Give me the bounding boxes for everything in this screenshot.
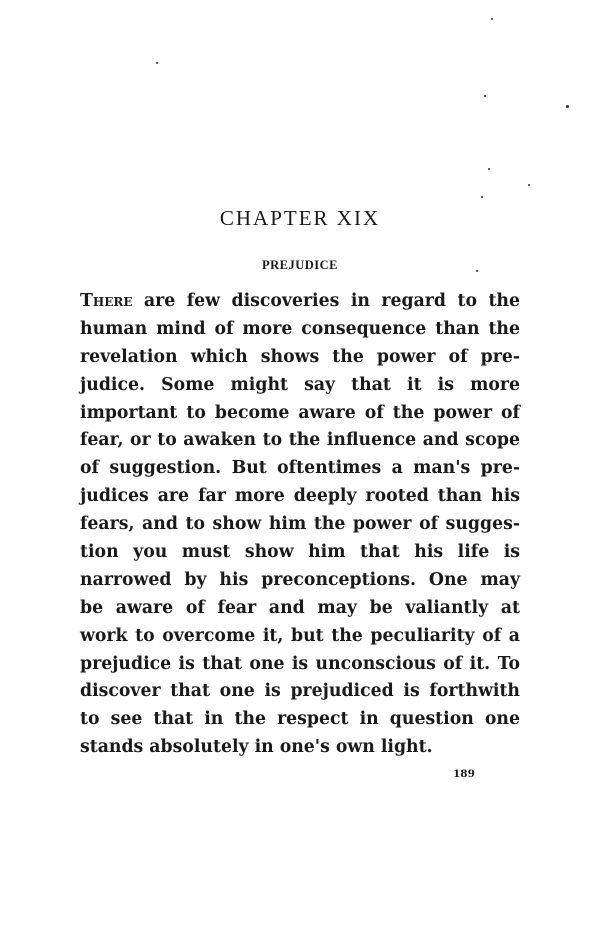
scan-speck	[491, 18, 493, 20]
text-line: fear, or to awaken to the influence and scope	[80, 430, 520, 451]
scan-speck	[528, 184, 530, 186]
scan-speck	[156, 62, 158, 64]
text-line: discover that one is prejudiced is forthwith	[80, 681, 520, 702]
page-number: 189	[453, 768, 475, 780]
text-line: stands absolutely in one's own light.	[80, 737, 433, 758]
text-line: important to become aware of the power of	[80, 402, 520, 423]
text-line: human mind of more consequence than the	[80, 318, 520, 339]
text-line: fears, and to show him the power of sugges-	[80, 514, 520, 535]
body-paragraph	[80, 288, 520, 762]
text-line: prejudice is that one is unconscious of it. To	[80, 653, 520, 674]
chapter-title: PREJUDICE	[261, 258, 339, 273]
text-line: to see that in the respect in question one	[80, 709, 520, 730]
text-line: tion you must show him that his life is	[80, 542, 520, 563]
scan-speck	[481, 196, 483, 198]
scan-speck	[484, 95, 486, 97]
text-line: narrowed by his preconceptions. One may	[80, 569, 520, 590]
scan-speck	[488, 168, 490, 170]
chapter-heading: CHAPTER XIX	[219, 206, 381, 231]
text-line: There are few discoveries in regard to the	[80, 291, 520, 311]
text-line: of suggestion. But oftentimes a man's pre-	[80, 458, 520, 479]
text-line: be aware of fear and may be valiantly at	[80, 597, 520, 618]
scan-speck	[566, 105, 569, 108]
text-line: judice. Some might say that it is more	[80, 374, 520, 395]
lead-word: There	[80, 291, 133, 311]
text-line: work to overcome it, but the peculiarity of a	[80, 625, 520, 646]
text-line: judices are far more deeply rooted than his	[80, 486, 520, 507]
text-line: revelation which shows the power of pre-	[80, 346, 520, 367]
